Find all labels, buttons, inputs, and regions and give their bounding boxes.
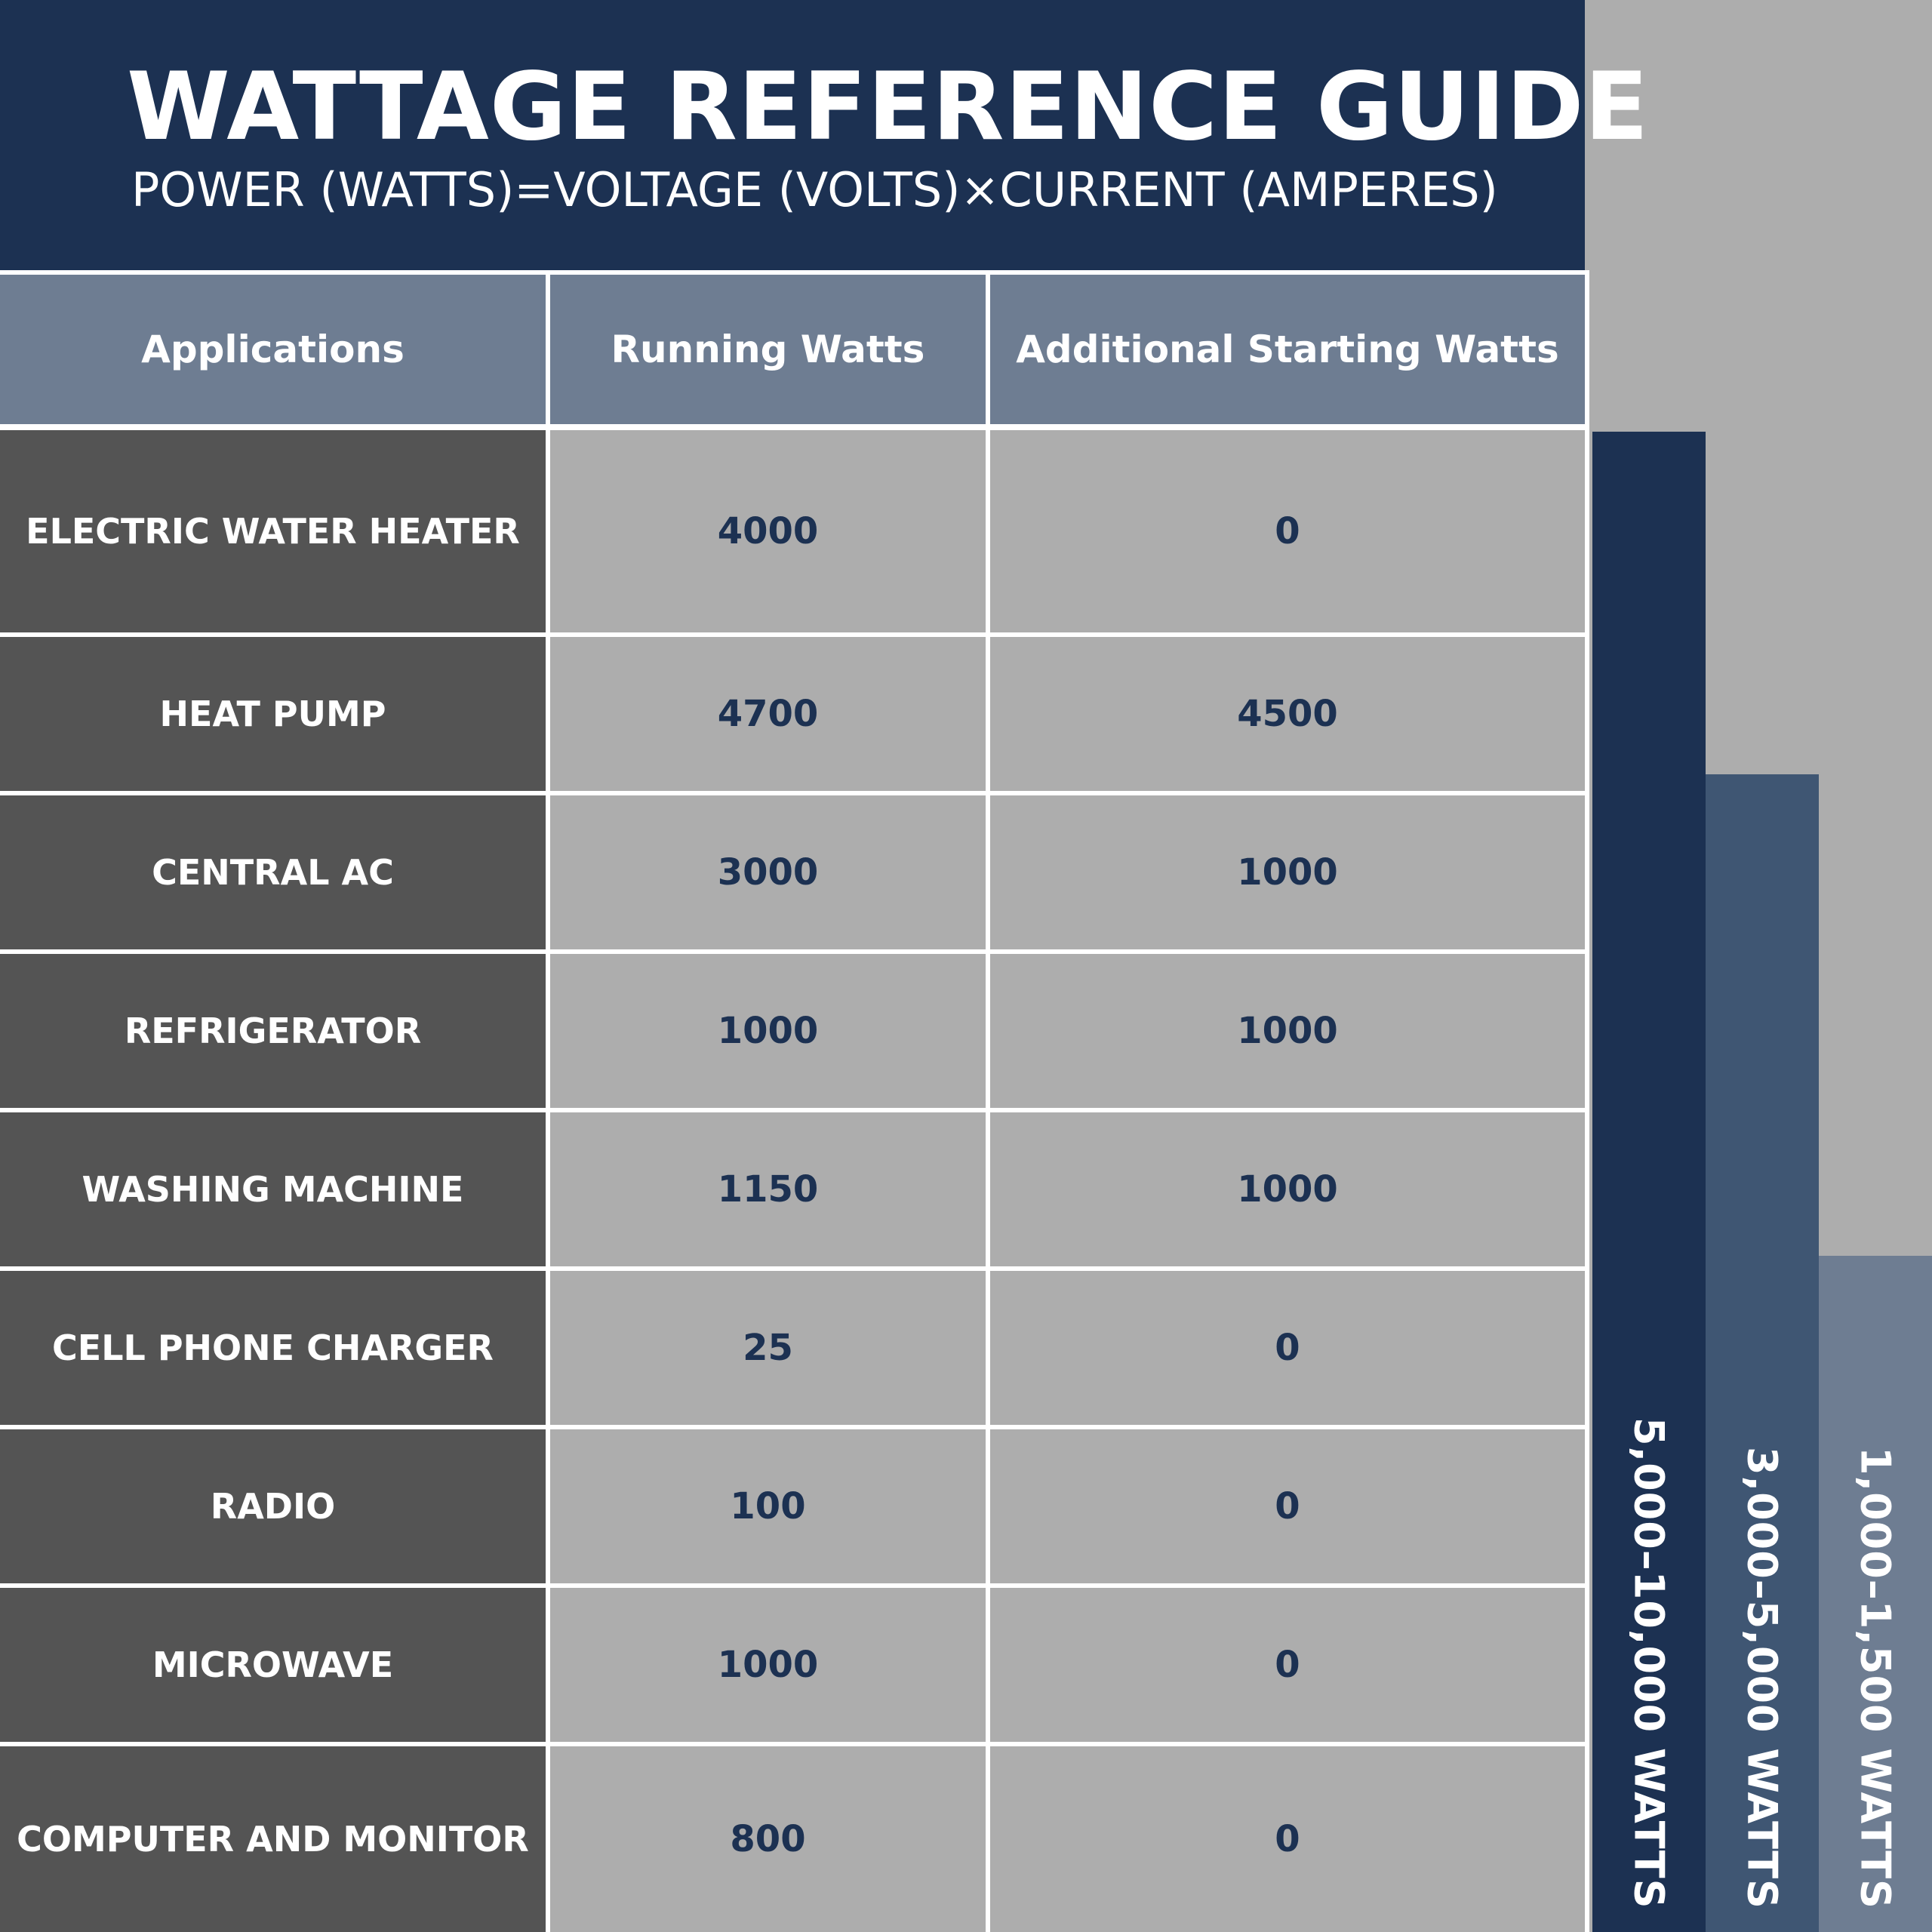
starting-watts-cell: 1000 (990, 1112, 1585, 1266)
running-watts-cell: 4000 (550, 430, 986, 632)
column-header-applications: Applications (0, 275, 546, 424)
application-cell: COMPUTER AND MONITOR (0, 1746, 546, 1932)
range-band-low (1819, 1256, 1932, 1932)
starting-watts-cell: 0 (990, 1271, 1585, 1425)
range-label-medium: 3,000–5,000 WATTS (1738, 1447, 1786, 1909)
running-watts-cell: 1000 (550, 1588, 986, 1742)
application-cell: WASHING MACHINE (0, 1112, 546, 1266)
application-cell: MICROWAVE (0, 1588, 546, 1742)
application-cell: HEAT PUMP (0, 637, 546, 791)
running-watts-cell: 4700 (550, 637, 986, 791)
running-watts-cell: 25 (550, 1271, 986, 1425)
wattage-table (0, 270, 1589, 1932)
column-header-running-watts: Running Watts (550, 275, 986, 424)
application-cell: CENTRAL AC (0, 795, 546, 949)
column-header-starting-watts: Additional Starting Watts (990, 275, 1585, 424)
running-watts-cell: 100 (550, 1429, 986, 1583)
range-band-medium (1706, 774, 1819, 1932)
running-watts-cell: 1150 (550, 1112, 986, 1266)
running-watts-cell: 1000 (550, 954, 986, 1108)
application-cell: REFRIGERATOR (0, 954, 546, 1108)
starting-watts-cell: 1000 (990, 795, 1585, 949)
range-label-high: 5,000–10,000 WATTS (1625, 1417, 1673, 1909)
starting-watts-cell: 1000 (990, 954, 1585, 1108)
page-title: WATTAGE REFERENCE GUIDE (127, 53, 1650, 162)
application-cell: RADIO (0, 1429, 546, 1583)
range-band-high (1592, 432, 1706, 1932)
starting-watts-cell: 0 (990, 1746, 1585, 1932)
running-watts-cell: 800 (550, 1746, 986, 1932)
starting-watts-cell: 0 (990, 430, 1585, 632)
running-watts-cell: 3000 (550, 795, 986, 949)
starting-watts-cell: 0 (990, 1429, 1585, 1583)
starting-watts-cell: 0 (990, 1588, 1585, 1742)
header-banner (0, 0, 1650, 270)
page-subtitle: POWER (WATTS)=VOLTAGE (VOLTS)×CURRENT (AMPERES) (131, 162, 1498, 217)
starting-watts-cell: 4500 (990, 637, 1585, 791)
range-label-low: 1,000–1,500 WATTS (1851, 1447, 1900, 1909)
application-cell: CELL PHONE CHARGER (0, 1271, 546, 1425)
application-cell: ELECTRIC WATER HEATER (0, 430, 546, 632)
